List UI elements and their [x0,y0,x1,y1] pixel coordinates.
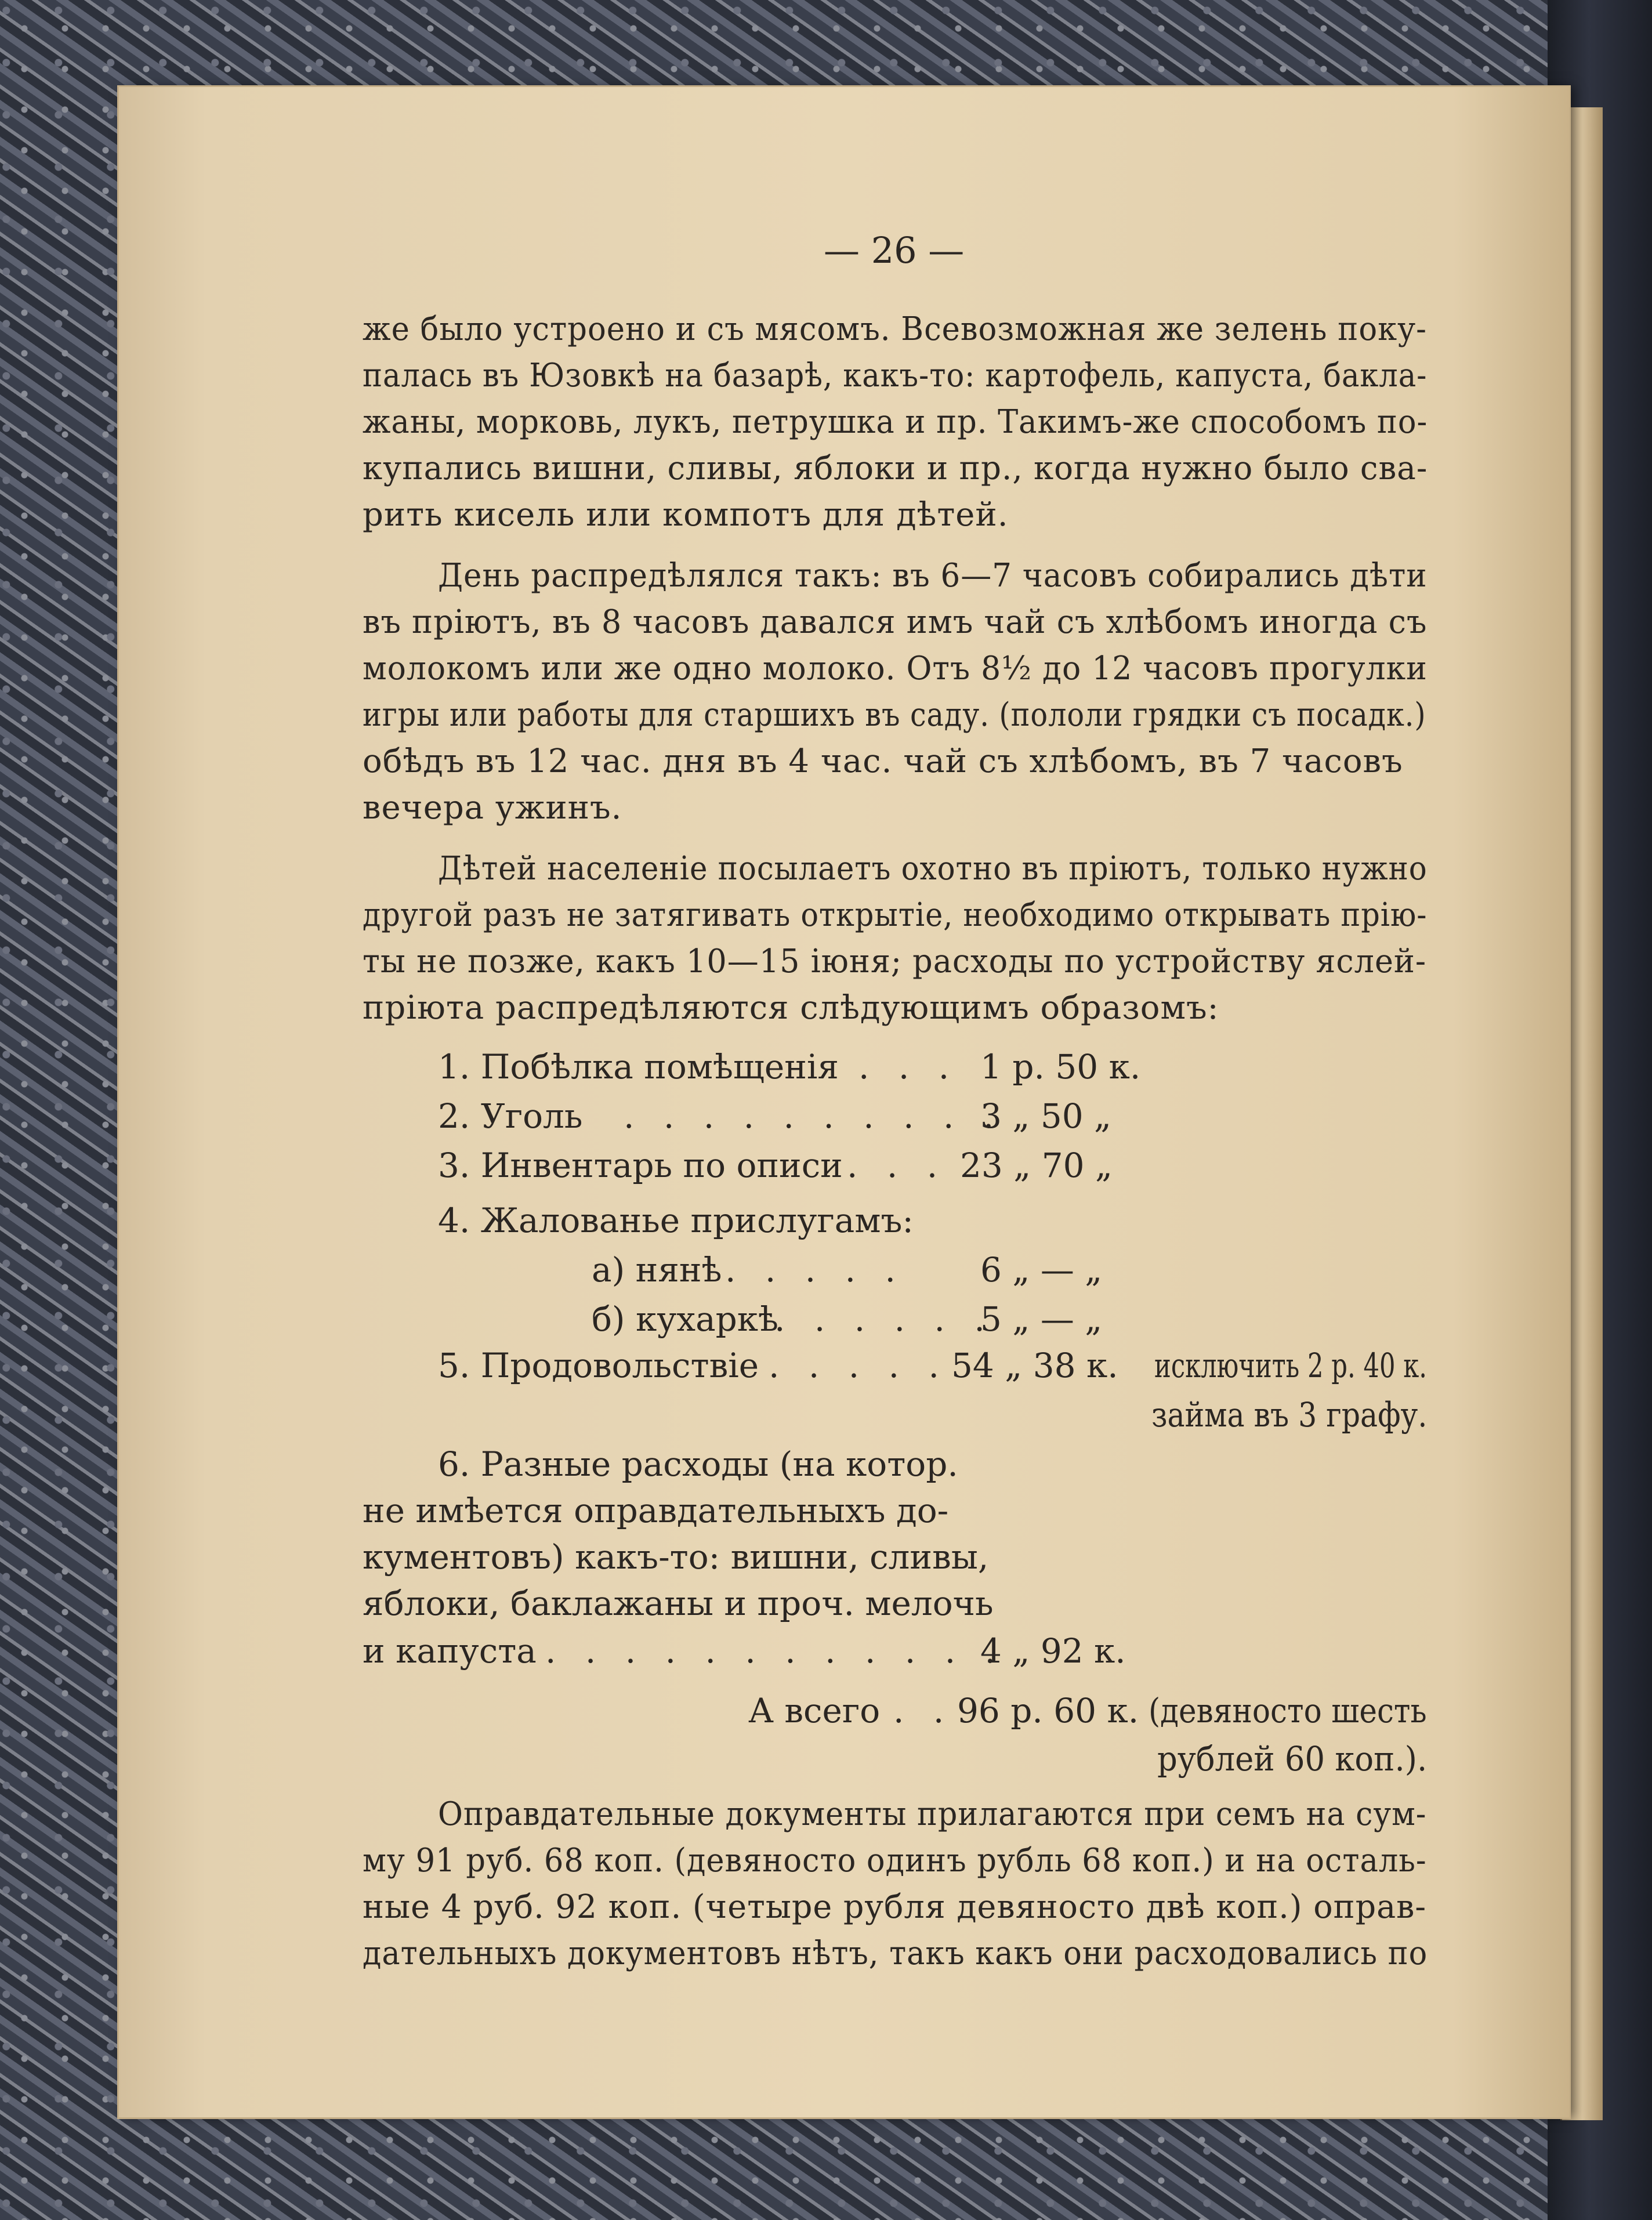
expense-amount: 3 „ 50 „ [980,1096,1112,1136]
expense-label: 1. Побѣлка помѣщенiя [438,1047,839,1087]
paragraph-line: игры или работы для старшихъ въ саду. (пололи грядки съ посадк.) [363,696,1426,734]
paragraph-line: дательныхъ документовъ нѣтъ, такъ какъ они расходовались по [363,1935,1428,1972]
expense-label: и капуста [363,1631,537,1671]
total-words: (девяносто шесть [1149,1691,1427,1730]
expense-note: займа въ 3 графу. [1151,1395,1428,1435]
leader-dots: . . . . . . [774,1299,994,1339]
expense-label: б) кухаркѣ [592,1299,779,1339]
paragraph-line: Оправдательные документы прилагаются при семъ на сум- [438,1795,1427,1833]
paragraph-line: кументовъ) какъ-то: вишни, сливы, [363,1537,989,1577]
paragraph-line: другой разъ не затягивать открытiе, необходимо открывать прiю- [363,896,1428,934]
expense-label: а) нянѣ [592,1250,722,1290]
leader-dots: . . . [847,1146,947,1185]
leader-dots: . . . . . . . . . . . . [545,1631,1005,1671]
leader-dots: . . . [858,1047,959,1087]
paragraph-line: обѣдъ въ 12 час. дня въ 4 час. чай съ хлѣбомъ, въ 7 часовъ [363,743,1403,780]
paragraph-line: же было устроено и съ мясомъ. Всевозможная же зелень поку- [363,310,1427,348]
expense-label: 3. Инвентарь по описи [438,1146,843,1185]
total-amount: 96 р. 60 к. [957,1691,1139,1730]
paragraph-line: День распредѣлялся такъ: въ 6—7 часовъ собирались дѣти [438,557,1428,595]
paragraph-line: яблоки, баклажаны и проч. мелочь [363,1584,994,1623]
paragraph-line: палась въ Юзовкѣ на базарѣ, какъ-то: картофель, капуста, бакла- [363,357,1428,394]
page-number: — 26 — [824,229,965,271]
total-label: А всего [748,1691,881,1730]
expense-amount: 1 р. 50 к. [980,1047,1141,1087]
paragraph-line: не имѣется оправдательныхъ до- [363,1491,949,1530]
leader-dots: . . . . . [769,1346,948,1385]
leader-dots: . . . . . . . . . . [624,1096,1003,1136]
paragraph-line: вечера ужинъ. [363,789,622,827]
expense-amount: 6 „ — „ [980,1250,1103,1290]
total-words: рублей 60 коп.). [1157,1739,1428,1779]
expense-amount: 5 „ — „ [980,1299,1103,1339]
paragraph-line: ные 4 руб. 92 коп. (четыре рубля девяносто двѣ коп.) оправ- [363,1888,1427,1926]
paragraph-line: прiюта распредѣляются слѣдующимъ образомъ: [363,989,1219,1027]
expense-amount: 54 „ 38 к. [951,1346,1118,1385]
paragraph-line: му 91 руб. 68 коп. (девяносто одинъ рубль 68 коп.) и на осталь- [363,1842,1427,1879]
expense-amount: 23 „ 70 „ [960,1146,1113,1185]
paragraph-line: ты не позже, какъ 10—15 iюня; расходы по устройству яслей- [363,943,1427,980]
expense-label: 5. Продовольствiе [438,1346,759,1385]
expense-label: 4. Жалованье прислугамъ: [438,1201,914,1240]
paragraph-line: жаны, морковь, лукъ, петрушка и пр. Такимъ-же способомъ по- [363,403,1428,441]
leader-dots: . . . . . [725,1250,905,1290]
paragraph-line: рить кисель или компотъ для дѣтей. [363,496,1009,534]
paragraph-line: Дѣтей населенiе посылаетъ охотно въ прiютъ, только нужно [438,850,1428,888]
expense-note: исключить 2 р. 40 к. [1154,1346,1428,1385]
expense-label: 2. Уголь [438,1096,583,1136]
paragraph-line: въ прiютъ, въ 8 часовъ давался имъ чай съ хлѣбомъ иногда съ [363,603,1428,641]
paragraph-line: купались вишни, сливы, яблоки и пр., когда нужно было сва- [363,450,1428,487]
paragraph-line: 6. Разные расходы (на котор. [438,1444,958,1484]
leader-dots: . . [893,1691,954,1730]
expense-amount: 4 „ 92 к. [980,1631,1126,1671]
paragraph-line: молокомъ или же одно молоко. Отъ 8½ до 12 часовъ прогулки [363,650,1428,687]
